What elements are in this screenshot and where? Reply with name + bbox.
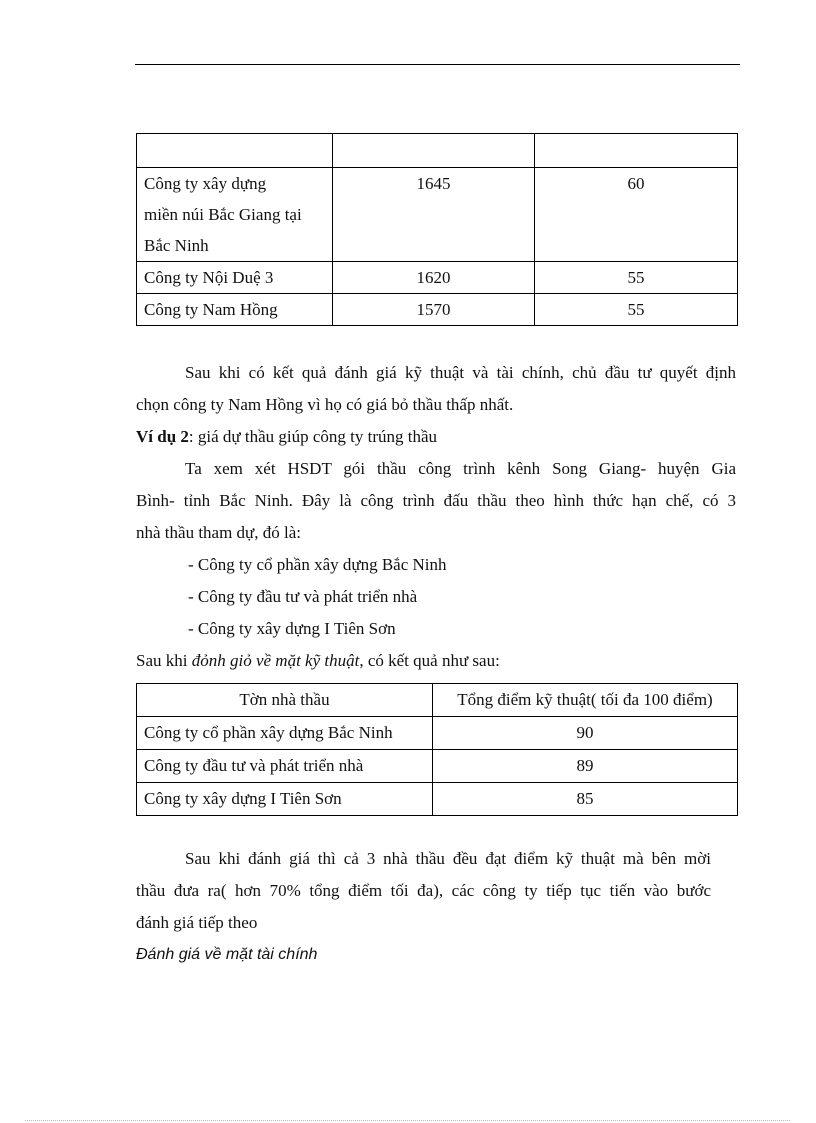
example-text: : giá dự thầu giúp công ty trúng thầu [188,427,438,446]
paragraph-line: Ta xem xét HSDT gói thầu công trình kênh Song Giang- huyện Gia [185,459,736,478]
table-cell [535,134,738,168]
table-row [137,783,738,816]
example-heading [136,421,736,453]
score-cell: 1645 [333,168,535,262]
paragraph-line: Bình- tỉnh Bắc Ninh. Đây là công trình đấu thầu theo hình thức hạn chế, có 3 [136,491,736,510]
paragraph-line: chọn công ty Nam Hồng vì họ có giá bỏ thầu thấp nhất. [136,395,514,414]
intro-suffix: , có kết quả như sau: [359,651,500,670]
page-bottom-rule [25,1120,790,1121]
header-rule [135,64,740,65]
intro-italic: đỏnh giỏ về mặt kỹ thuật [191,651,360,670]
table-header-row [137,684,738,717]
contractor-name-cell: Công ty cổ phần xây dựng Bắc Ninh [137,717,433,750]
contractor-name-cell: Công ty Nam Hồng [137,294,333,326]
score-cell: 89 [433,750,738,783]
table-row [137,262,738,294]
value-cell: 60 [535,168,738,262]
name-line: Công ty xây dựng [144,174,267,193]
score-cell: 1620 [333,262,535,294]
paragraph-line: Sau khi có kết quả đánh giá kỹ thuật và tài chính, chủ đầu tư quyết định [185,363,736,382]
technical-score-table [136,683,738,816]
header-cell-score: Tổng điểm kỹ thuật( tối đa 100 điểm) [433,684,738,717]
table-cell [137,134,333,168]
paragraph-line: đánh giá tiếp theo [136,913,258,932]
bidder-list-item: - Công ty đầu tư và phát triển nhà [188,587,418,606]
intro-prefix: Sau khi [136,651,192,670]
score-cell: 90 [433,717,738,750]
example-label: Ví dụ 2 [136,427,189,446]
value-cell: 55 [535,294,738,326]
header-cell-name: Tờn nhà thầu [137,684,433,717]
section-heading: Đánh giá về mặt tài chính [136,946,318,963]
bidder-list-item: - Công ty xây dựng I Tiên Sơn [188,619,396,638]
contractor-name-cell: Công ty xây dựng I Tiên Sơn [137,783,433,816]
evaluation-intro [136,645,500,677]
contractor-name-cell: Công ty đầu tư và phát triển nhà [137,750,433,783]
contractor-cost-table [136,133,738,326]
contractor-name-cell: Công ty Nội Duệ 3 [137,262,333,294]
table-row [137,717,738,750]
name-line: Bắc Ninh [144,236,209,255]
bidder-list-item: - Công ty cổ phần xây dựng Bắc Ninh [188,555,447,574]
value-cell: 55 [535,262,738,294]
contractor-name-cell [137,168,333,262]
name-line: miền núi Bắc Giang tại [144,205,302,224]
table-row [137,168,738,262]
table-row [137,294,738,326]
paragraph-line: Sau khi đánh giá thì cả 3 nhà thầu đều đạt điểm kỹ thuật mà bên mời [185,849,711,868]
table-row [137,134,738,168]
paragraph-line: nhà thầu tham dự, đó là: [136,523,302,542]
score-cell: 1570 [333,294,535,326]
paragraph-line: thầu đưa ra( hơn 70% tổng điểm tối đa), các công ty tiếp tục tiến vào bước [136,881,711,900]
table-cell [333,134,535,168]
table-row [137,750,738,783]
score-cell: 85 [433,783,738,816]
